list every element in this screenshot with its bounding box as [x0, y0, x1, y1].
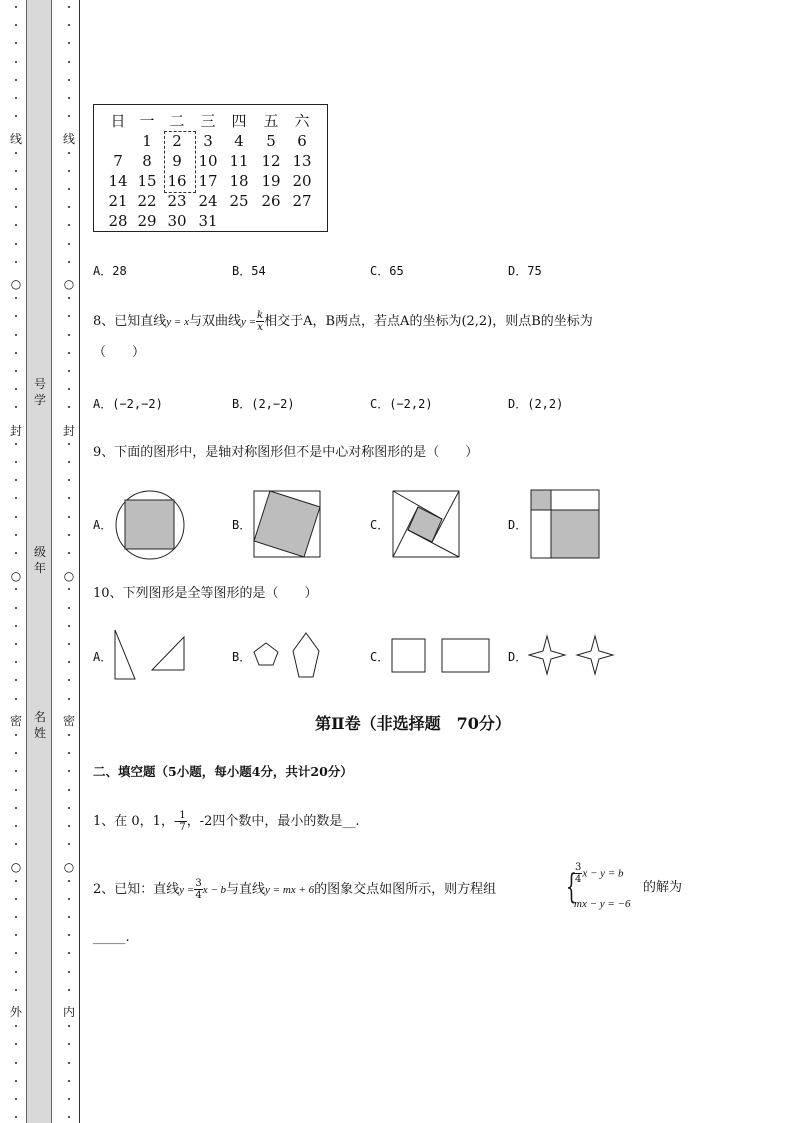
margin-dot [15, 971, 17, 973]
calendar-day-cell: 13 [292, 152, 312, 170]
margin-dot [68, 770, 70, 772]
margin-dot [68, 115, 70, 117]
q9-figure-a [114, 489, 186, 561]
margin-dot [68, 206, 70, 208]
calendar-day-cell: 7 [113, 152, 123, 170]
calendar-day-cell: 16 [167, 172, 187, 190]
margin-dot [68, 370, 70, 372]
margin-dot [15, 643, 17, 645]
margin-dot [15, 497, 17, 499]
margin-dot [68, 497, 70, 499]
q7-option-d: D．75 [508, 264, 542, 278]
q9-figure-b [253, 490, 321, 558]
calendar-day-cell: 22 [137, 192, 157, 210]
question-9: 9、下面的图形中，是轴对称图形但不是中心对称图形的是（ ） [93, 445, 479, 460]
f2-line-a-fraction: $\frac{3}{4}$ [195, 878, 202, 901]
margin-dot [15, 825, 17, 827]
margin-char-outer: 外 [9, 1005, 22, 1019]
margin-dot [15, 1116, 17, 1118]
margin-dot [15, 79, 17, 81]
margin-dot [68, 679, 70, 681]
q10-figure-a [112, 628, 188, 682]
calendar-table [93, 104, 328, 232]
margin-dot [15, 880, 17, 882]
q8-option-d: D．(2,2) [508, 397, 564, 411]
margin-dot [68, 607, 70, 609]
margin-dot [15, 479, 17, 481]
calendar-header-cell: 二 [169, 112, 185, 130]
margin-dot [68, 661, 70, 663]
f2-line-a-lhs: y = [179, 884, 195, 896]
calendar-day-cell: 30 [167, 212, 187, 230]
margin-dot [68, 152, 70, 154]
calendar-day-cell: 5 [266, 132, 276, 150]
margin-dot [68, 807, 70, 809]
calendar-day-cell: 8 [142, 152, 152, 170]
calendar-day-cell: 31 [198, 212, 218, 230]
margin-dot [68, 1116, 70, 1118]
calendar-day-cell: 29 [137, 212, 157, 230]
q8-text: 与双曲线 [188, 314, 241, 329]
margin-dot [68, 698, 70, 700]
margin-dot [68, 443, 70, 445]
margin-dot [15, 61, 17, 63]
margin-dot [68, 315, 70, 317]
q9-figure-c [392, 490, 460, 558]
calendar-day-cell: 14 [108, 172, 128, 190]
margin-dot [15, 1098, 17, 1100]
margin-dot [15, 734, 17, 736]
q7-option-c: C．65 [370, 264, 404, 278]
margin-dot [15, 934, 17, 936]
calendar-day-cell: 28 [108, 212, 128, 230]
margin-dot [15, 370, 17, 372]
calendar-day-cell: 12 [261, 152, 281, 170]
margin-dot [15, 352, 17, 354]
margin-dot [15, 752, 17, 754]
system-eq-2: mx − y = −6 [574, 898, 631, 910]
calendar-day-cell: 4 [234, 132, 244, 150]
margin-dot [15, 243, 17, 245]
calendar-day-cell: 26 [261, 192, 281, 210]
margin-dot [68, 170, 70, 172]
margin-rule [79, 0, 80, 1123]
calendar-header-cell: 一 [139, 112, 155, 130]
q8-prefix: 8、已知直线 [93, 314, 167, 329]
margin-char-inner: 内 [62, 1005, 75, 1019]
margin-dot [68, 334, 70, 336]
calendar-day-cell: 11 [229, 152, 249, 170]
margin-dot [15, 625, 17, 627]
f2-answer-blank: _____. [93, 930, 130, 945]
fill-question-1 [93, 810, 360, 833]
q10-figure-c [391, 638, 493, 674]
f1-fraction: $\frac{1}{7}$ [179, 810, 186, 833]
margin-dot [68, 6, 70, 8]
margin-dot [68, 79, 70, 81]
margin-dot [68, 734, 70, 736]
margin-dot [68, 352, 70, 354]
margin-dot [15, 42, 17, 44]
margin-dot [15, 1043, 17, 1045]
margin-dot [15, 170, 17, 172]
margin-dot [15, 588, 17, 590]
student-number-label: 号学 [33, 377, 46, 407]
margin-dot [15, 952, 17, 954]
calendar-day-cell: 2 [172, 132, 182, 150]
name-label: 名姓 [33, 710, 46, 740]
margin-char-secret: 密 [62, 714, 75, 728]
q8-hyperbola-lhs: y = [240, 316, 257, 328]
margin-dot [68, 752, 70, 754]
margin-dot [68, 97, 70, 99]
margin-dot [68, 24, 70, 26]
margin-dot [15, 1025, 17, 1027]
calendar-day-cell: 15 [137, 172, 157, 190]
f1-prefix: 1、在 0，1，- [93, 814, 179, 829]
margin-char-seal: 封 [9, 424, 22, 438]
margin-dot [15, 989, 17, 991]
margin-dot [68, 516, 70, 518]
q7-option-b: B．54 [232, 264, 266, 278]
margin-char-line: 线 [62, 132, 75, 146]
q10-label-b: B． [232, 650, 252, 664]
calendar-day-cell: 23 [167, 192, 187, 210]
margin-dot [68, 61, 70, 63]
question-8 [93, 310, 593, 333]
margin-dot [15, 115, 17, 117]
margin-dot [68, 952, 70, 954]
margin-dot [68, 297, 70, 299]
q9-label-a: A． [93, 518, 113, 532]
margin-dot [15, 406, 17, 408]
q10-figure-b [252, 630, 324, 680]
q10-label-a: A． [93, 650, 113, 664]
q9-label-b: B． [232, 518, 252, 532]
calendar-day-cell: 1 [142, 132, 152, 150]
margin-dot [15, 661, 17, 663]
q9-label-c: C． [370, 518, 390, 532]
q8-line-equation: y = x [166, 316, 189, 328]
margin-dot [68, 1080, 70, 1082]
margin-dot [68, 1043, 70, 1045]
f2-text-2: 的图象交点如图所示，则方程组 [314, 882, 497, 897]
margin-dot [15, 334, 17, 336]
calendar-header-cell: 四 [231, 112, 247, 130]
margin-dot [68, 843, 70, 845]
calendar-day-cell: 19 [261, 172, 281, 190]
q8-answer-paren: （ ） [93, 345, 146, 360]
f2-equation-system [566, 860, 642, 916]
margin-dot [15, 315, 17, 317]
margin-dot [15, 679, 17, 681]
f2-text: 与直线 [226, 882, 266, 897]
margin-dot [15, 261, 17, 263]
q10-label-c: C． [370, 650, 390, 664]
margin-dot [15, 152, 17, 154]
margin-dot [68, 224, 70, 226]
margin-dot [68, 188, 70, 190]
margin-dot [15, 916, 17, 918]
margin-dot [15, 534, 17, 536]
calendar-day-cell: 17 [198, 172, 218, 190]
margin-dot [68, 916, 70, 918]
margin-dot [15, 443, 17, 445]
f1-suffix: ，-2四个数中，最小的数是__. [186, 814, 360, 829]
f2-line-b: y = mx + 6 [265, 884, 315, 896]
margin-dot [15, 206, 17, 208]
margin-dot [15, 1080, 17, 1082]
margin-dot [15, 898, 17, 900]
margin-dot [68, 789, 70, 791]
brace-icon: { [566, 867, 577, 907]
margin-circle: ○ [63, 569, 75, 583]
margin-dot [15, 789, 17, 791]
q10-label-d: D． [508, 650, 528, 664]
margin-dot [68, 588, 70, 590]
calendar-day-cell: 18 [229, 172, 249, 190]
margin-dot [68, 261, 70, 263]
f2-prefix: 2、已知：直线 [93, 882, 180, 897]
margin-dot [15, 297, 17, 299]
margin-dot [15, 6, 17, 8]
margin-dot [68, 552, 70, 554]
margin-dot [68, 461, 70, 463]
q8-text-2: 相交于A，B两点，若点A的坐标为(2,2)，则点B的坐标为 [264, 314, 593, 329]
section-2-title: 二、填空题（5小题，每小题4分，共计20分） [93, 764, 353, 779]
system-eq-1: $\frac{3}{4}$ x − y = b [575, 862, 624, 885]
margin-dot [68, 1098, 70, 1100]
calendar-day-cell: 21 [108, 192, 128, 210]
calendar-day-cell: 20 [292, 172, 312, 190]
margin-dot [15, 1062, 17, 1064]
margin-dot [68, 1025, 70, 1027]
margin-char-secret: 密 [9, 714, 22, 728]
margin-dot [68, 243, 70, 245]
margin-dot [68, 42, 70, 44]
margin-dot [15, 188, 17, 190]
margin-dot [68, 989, 70, 991]
calendar-day-cell: 24 [198, 192, 218, 210]
margin-circle: ○ [63, 860, 75, 874]
margin-dot [15, 770, 17, 772]
q8-hyperbola-fraction: $\frac{k}{x}$ [257, 310, 264, 333]
margin-dot [68, 643, 70, 645]
question-10: 10、下列图形是全等图形的是（ ） [93, 586, 318, 601]
q8-option-b: B．(2,−2) [232, 397, 295, 411]
q7-option-a: A．28 [93, 264, 127, 278]
margin-dot [15, 461, 17, 463]
margin-circle: ○ [10, 569, 22, 583]
margin-circle: ○ [10, 277, 22, 291]
part-2-title: 第Ⅱ卷（非选择题 70分） [315, 714, 511, 733]
fill-question-2 [93, 878, 496, 901]
calendar-day-cell: 10 [198, 152, 218, 170]
f2-suffix: 的解为 [643, 880, 683, 895]
margin-dot [15, 24, 17, 26]
margin-dot [68, 880, 70, 882]
margin-dot [15, 388, 17, 390]
q8-option-a: A．(−2,−2) [93, 397, 163, 411]
margin-dot [15, 97, 17, 99]
margin-dot [15, 698, 17, 700]
margin-dot [68, 625, 70, 627]
calendar-day-cell: 3 [203, 132, 213, 150]
margin-dot [68, 388, 70, 390]
q8-option-c: C．(−2,2) [370, 397, 433, 411]
q9-figure-d [530, 489, 600, 559]
grade-label: 级年 [33, 545, 46, 575]
margin-dot [68, 406, 70, 408]
margin-dot [68, 898, 70, 900]
calendar-header-cell: 五 [263, 112, 279, 130]
calendar-header-cell: 日 [110, 112, 126, 130]
margin-circle: ○ [63, 277, 75, 291]
margin-dot [68, 479, 70, 481]
margin-dot [15, 807, 17, 809]
margin-dot [68, 534, 70, 536]
calendar-day-cell: 9 [172, 152, 182, 170]
calendar-header-cell: 六 [294, 112, 310, 130]
margin-dot [15, 224, 17, 226]
margin-dot [68, 1062, 70, 1064]
margin-dot [15, 552, 17, 554]
margin-dot [15, 516, 17, 518]
calendar-day-cell: 27 [292, 192, 312, 210]
margin-circle: ○ [10, 860, 22, 874]
margin-char-seal: 封 [62, 424, 75, 438]
calendar-header-cell: 三 [200, 112, 216, 130]
margin-dot [68, 825, 70, 827]
q9-label-d: D． [508, 518, 528, 532]
calendar-day-cell: 25 [229, 192, 249, 210]
margin-dot [68, 971, 70, 973]
margin-dot [15, 843, 17, 845]
margin-char-line: 线 [9, 132, 22, 146]
margin-dot [15, 607, 17, 609]
q10-figure-d [528, 634, 616, 678]
margin-dot [68, 934, 70, 936]
calendar-day-cell: 6 [297, 132, 307, 150]
f2-line-a-rhs: x − b [202, 884, 227, 896]
